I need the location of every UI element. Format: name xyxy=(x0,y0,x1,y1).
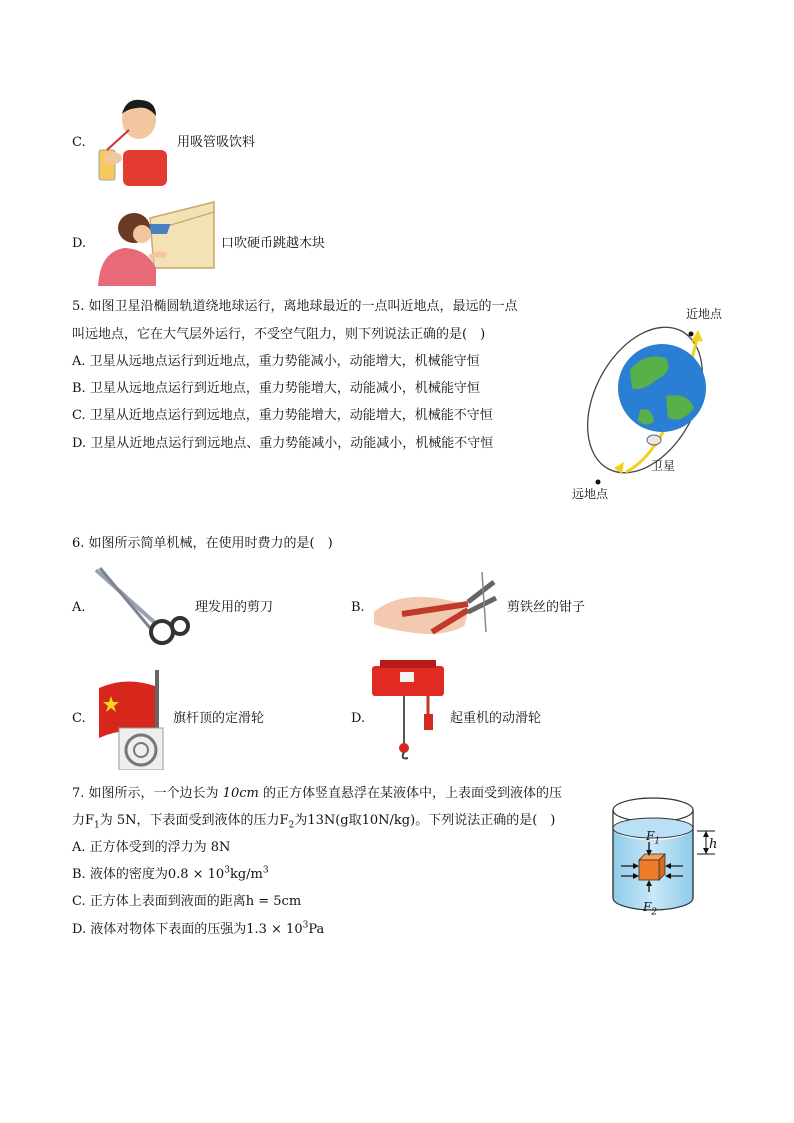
q7-option-d: D. 液体对物体下表面的压强为$1.3 \times 10^3Pa$ xyxy=(72,920,325,937)
q6-option-b-text: 剪铁丝的钳子 xyxy=(507,600,586,615)
q7-stem-line2: 力$F_1$为 5N，下表面受到液体的压力$F_2$为13N(g取10N/kg)。下列说法正确的是( ) xyxy=(72,813,556,831)
q4-option-d-text: 口吹硬币跳越木块 xyxy=(221,236,326,251)
q6-option-a-text: 理发用的剪刀 xyxy=(195,600,274,615)
q4-option-c-text: 用吸管吸饮料 xyxy=(177,135,256,150)
boy-drinking-straw-image xyxy=(93,96,175,186)
q6-option-d-letter: D. xyxy=(351,711,366,726)
q5-option-a: A. 卫星从远地点运行到近地点，重力势能减小，动能增大，机械能守恒 xyxy=(72,354,480,369)
q6-option-a-letter: A. xyxy=(72,600,86,615)
q6-stem: 6. 如图所示简单机械，在使用时费力的是( ) xyxy=(72,536,333,551)
q6-option-c-letter: C. xyxy=(72,711,86,726)
apogee-label: 远地点 xyxy=(572,487,609,501)
cube-in-liquid-figure xyxy=(605,792,735,920)
f1-label: $F_1$ xyxy=(646,829,661,847)
q7-stem-line1: 7. 如图所示，一个边长为 10cm 的正方体竖直悬浮在某液体中，上表面受到液体的压 xyxy=(72,786,562,801)
pliers-hand-image xyxy=(372,572,504,642)
q5-option-b: B. 卫星从远地点运行到近地点，重力势能增大，动能减小，机械能守恒 xyxy=(72,381,480,396)
q4-option-c-letter: C. xyxy=(72,135,86,150)
perigee-label: 近地点 xyxy=(686,307,723,321)
q7-option-c: C. 正方体上表面到液面的距离h = 5cm xyxy=(72,894,302,909)
scissors-icon xyxy=(92,566,192,652)
q5-option-d: D. 卫星从近地点运行到远地点、重力势能减小，动能减小，机械能不守恒 xyxy=(72,436,494,451)
girl-blowing-coin-image xyxy=(94,198,218,286)
q5-stem-line2: 叫远地点，它在大气层外运行，不受空气阻力，则下列说法正确的是( ) xyxy=(72,327,486,342)
crane-hoist-image xyxy=(370,660,446,760)
q6-option-b-letter: B. xyxy=(351,600,365,615)
q7-option-b: B. 液体的密度为$0.8 \times 10^3kg/m^3$ xyxy=(72,865,269,882)
q5-option-c: C. 卫星从近地点运行到远地点，重力势能增大，动能增大，机械能不守恒 xyxy=(72,408,493,423)
satellite-orbit-figure xyxy=(570,300,730,510)
satellite-label: 卫星 xyxy=(651,459,676,473)
q6-option-c-text: 旗杆顶的定滑轮 xyxy=(173,711,265,726)
q7-option-a: A. 正方体受到的浮力为 8N xyxy=(72,840,231,855)
h-label: h xyxy=(709,837,718,852)
q4-option-d-letter: D. xyxy=(72,236,87,251)
f2-label: $F_2$ xyxy=(643,900,658,918)
flagpole-pulley-image xyxy=(95,668,167,770)
q6-option-d-text: 起重机的动滑轮 xyxy=(450,711,542,726)
q5-stem-line1: 5. 如图卫星沿椭圆轨道绕地球运行，离地球最近的一点叫近地点，最远的一点 xyxy=(72,299,518,314)
